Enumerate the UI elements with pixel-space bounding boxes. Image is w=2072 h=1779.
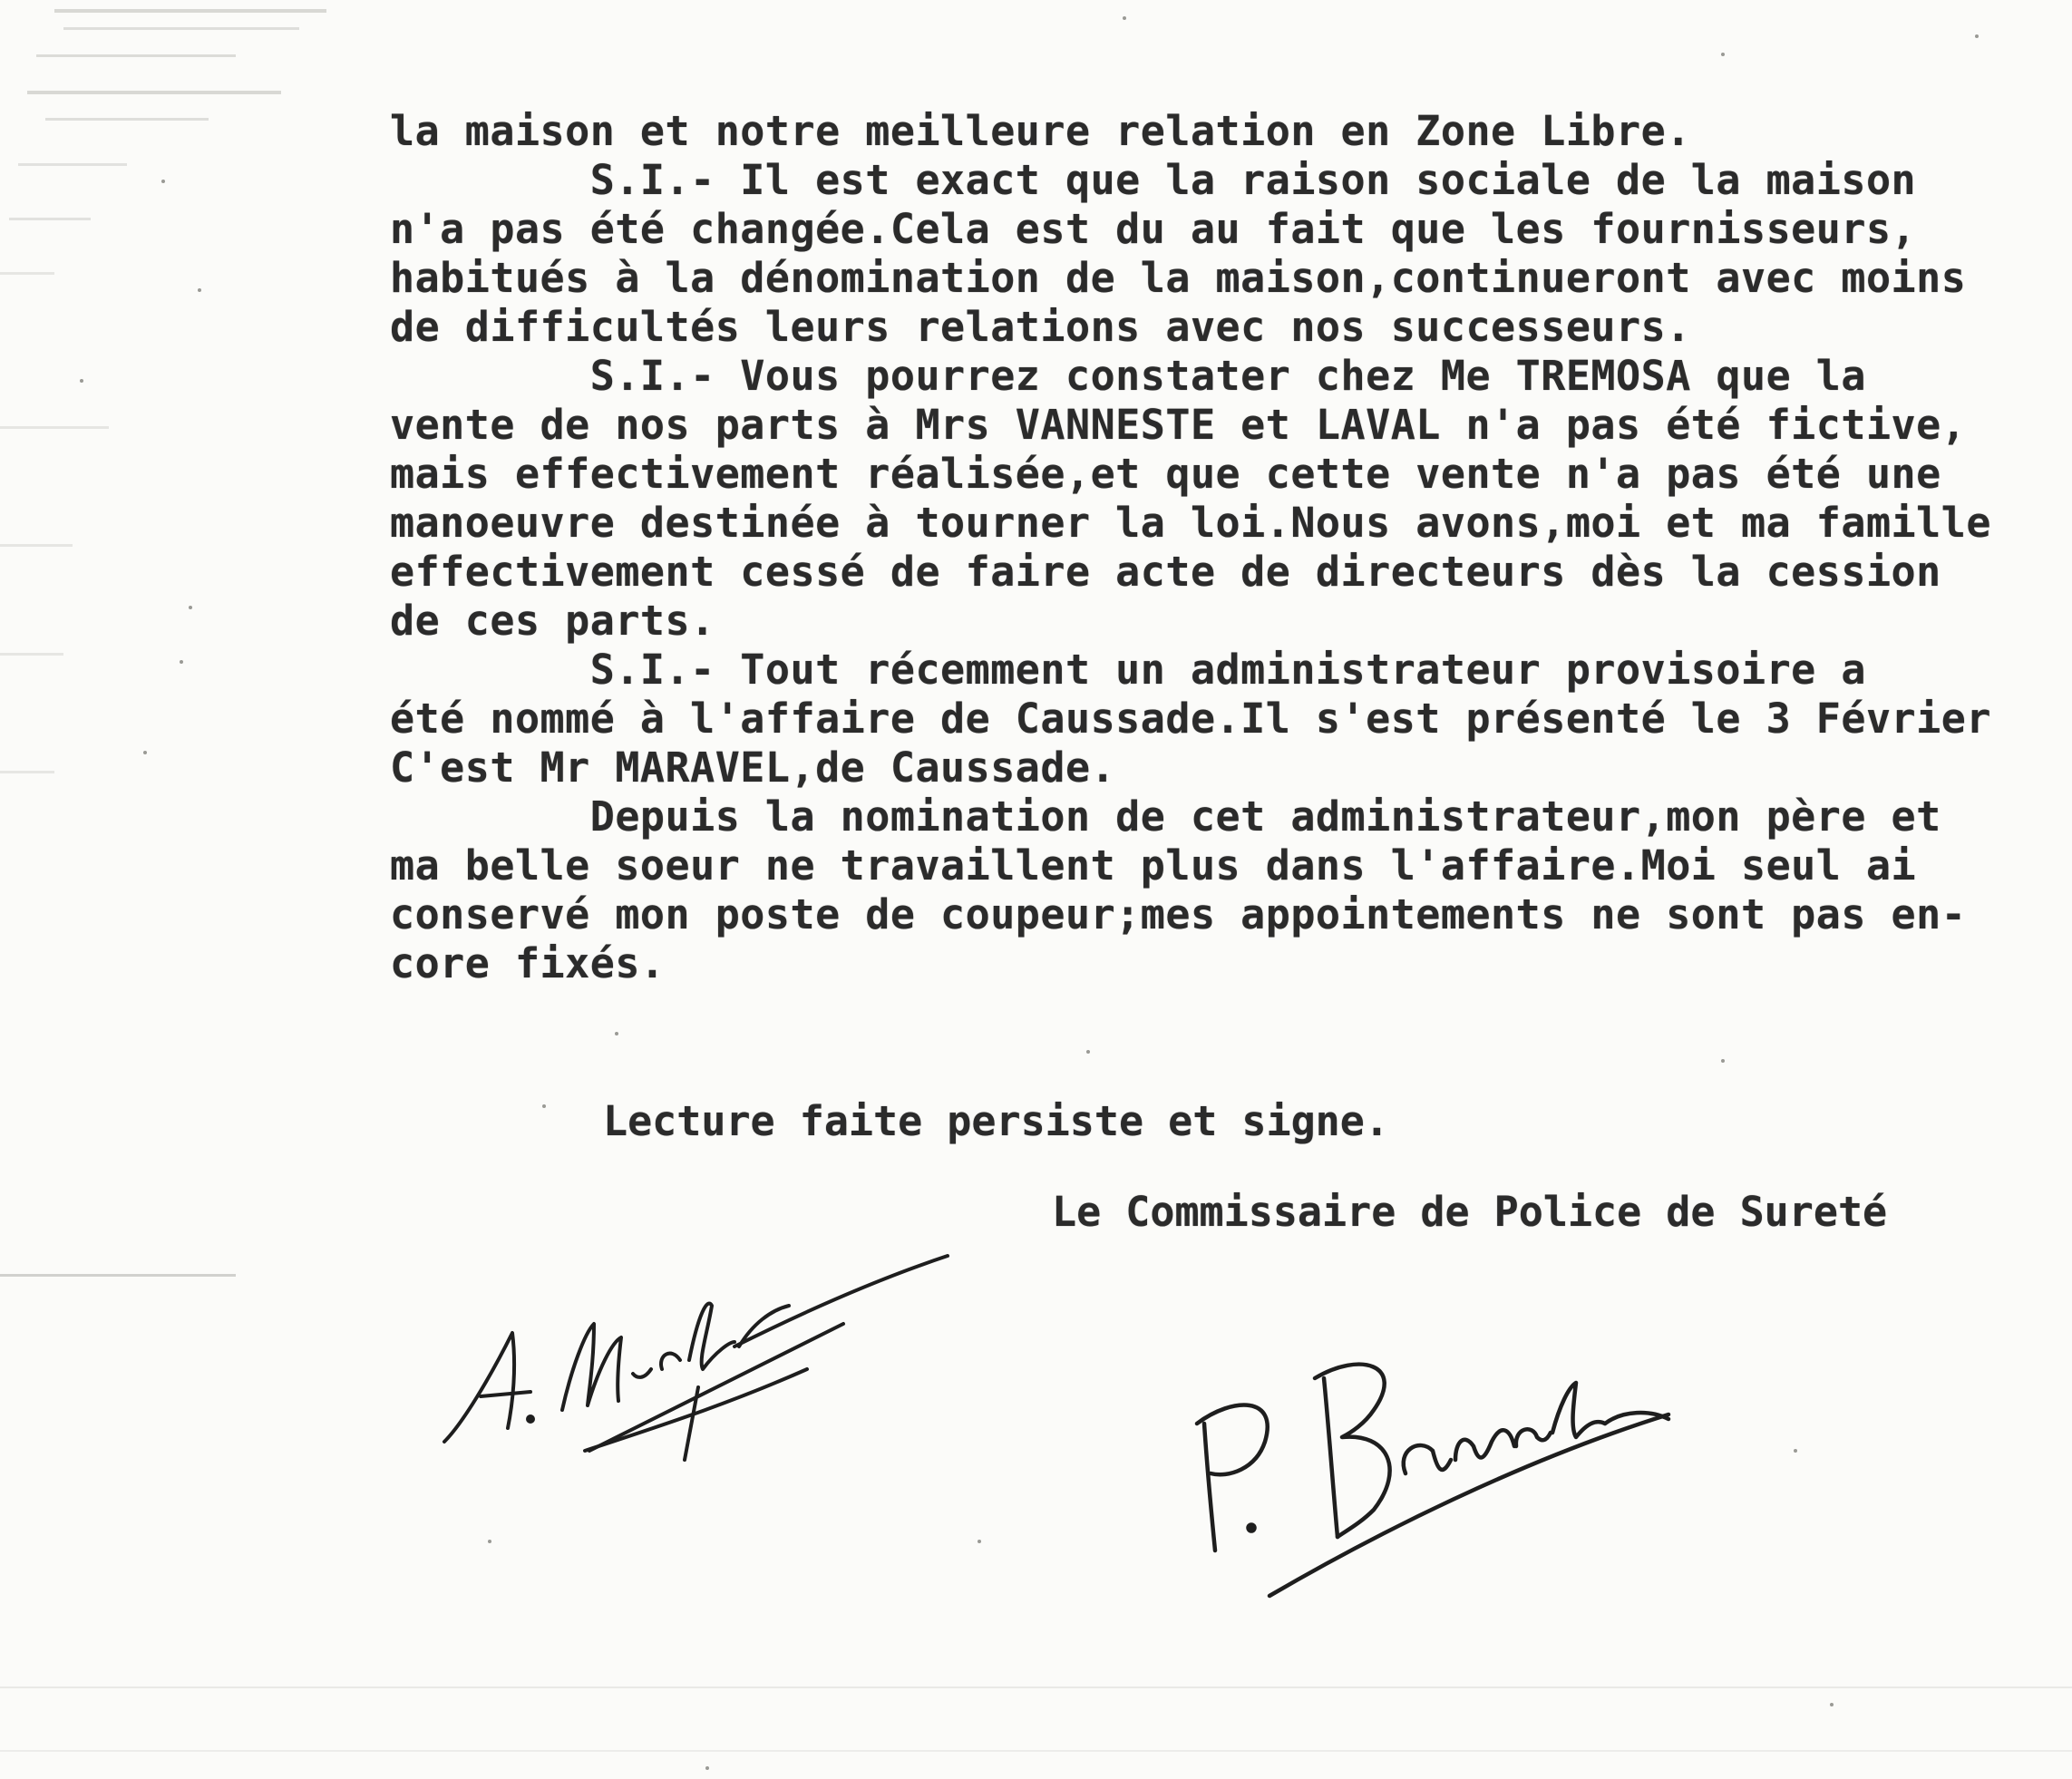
document-line: la maison et notre meilleure relation en Zone Libre. <box>390 107 1691 155</box>
document-line: S.I.- Il est exact que la raison sociale de la maison <box>390 156 1917 204</box>
document-line: Depuis la nomination de cet administrateur,mon père et <box>390 792 1941 841</box>
document-line: ma belle soeur ne travaillent plus dans l'affaire.Moi seul ai <box>390 841 1917 890</box>
document-line: mais effectivement réalisée,et que cette vente n'a pas été une <box>390 450 1941 498</box>
document-line: de difficultés leurs relations avec nos successeurs. <box>390 303 1691 351</box>
document-line: vente de nos parts à Mrs VANNESTE et LAVAL n'a pas été fictive, <box>390 401 1967 449</box>
closing-statement: Lecture faite persiste et signe. <box>603 1097 1389 1145</box>
document-line: n'a pas été changée.Cela est du au fait que les fournisseurs, <box>390 205 1917 253</box>
document-line: habitués à la dénomination de la maison,continueront avec moins <box>390 254 1967 302</box>
document-line: S.I.- Vous pourrez constater chez Me TREMOSA que la <box>390 352 1866 400</box>
signature-right <box>1179 1324 1723 1623</box>
document-line: été nommé à l'affaire de Caussade.Il s'est présenté le 3 Février <box>390 695 1991 743</box>
document-line: manoeuvre destinée à tourner la loi.Nous avons,moi et ma famille <box>390 499 1991 547</box>
signature-left <box>426 1224 970 1496</box>
document-line: core fixés. <box>390 939 666 987</box>
document-line: conservé mon poste de coupeur;mes appointements ne sont pas en- <box>390 890 1967 938</box>
document-line: effectivement cessé de faire acte de directeurs dès la cession <box>390 548 1941 596</box>
document-line: C'est Mr MARAVEL,de Caussade. <box>390 744 1116 792</box>
officer-title: Le Commissaire de Police de Sureté <box>1052 1188 1888 1236</box>
document-line: S.I.- Tout récemment un administrateur provisoire a <box>390 646 1866 694</box>
document-line: de ces parts. <box>390 597 715 645</box>
